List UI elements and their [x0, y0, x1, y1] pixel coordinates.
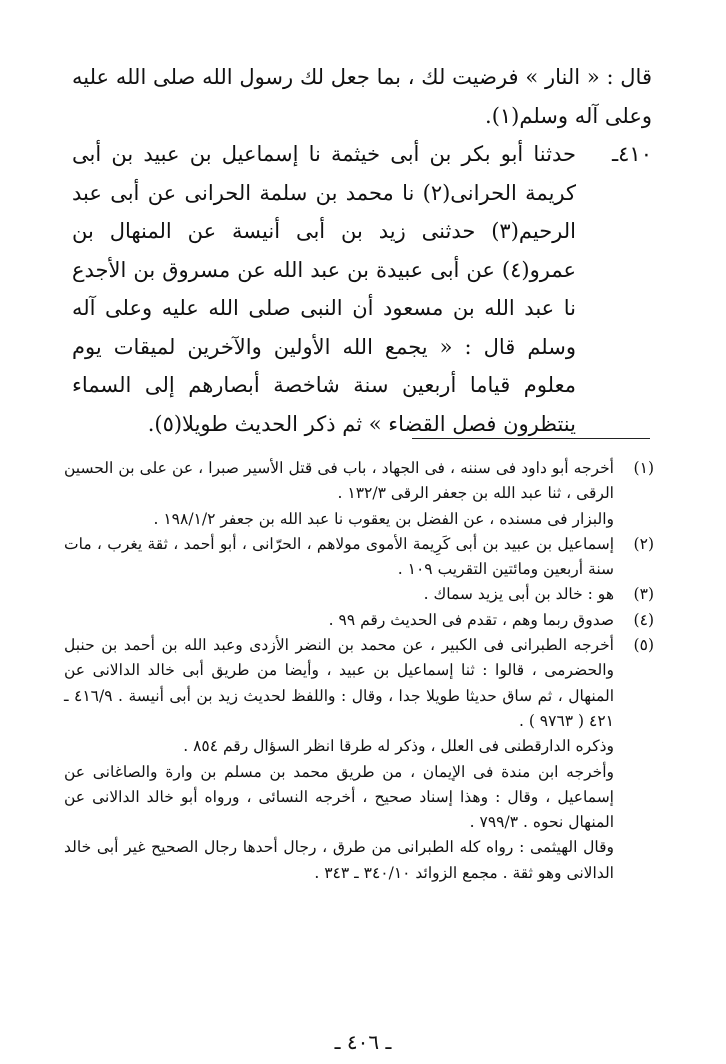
footnote-paragraph: أخرجه الطبرانى فى الكبير ، عن محمد بن النضر الأزدى وعبد الله بن أحمد بن حنبل والحضرمى ، قالوا : ثنا إسماعيل بن عبيد ، وأيضا من طريق أبى خالد الدالانى عن المنهال ، ثم ساق حديثا طويلا جدا ، وقال : واللفظ لحديث زيد بن أبى أنيسة . ٤١٦/٩ ـ ٤٢١ ( ٩٧٦٣ ) . — [64, 636, 615, 730]
footnote-number: (٥) — [633, 636, 654, 655]
hadith-410 — [72, 135, 652, 443]
footnote-paragraph: والبزار فى مسنده ، عن الفضل بن يعقوب نا عبد الله بن جعفر ١٩٨/١/٢ . — [153, 509, 614, 528]
footnote-number: (١) — [633, 459, 654, 477]
footnotes — [64, 456, 654, 886]
hadith-number: ٤١٠ـ — [612, 142, 652, 166]
footnote-number: (٤) — [633, 610, 654, 629]
footnote-2 — [64, 532, 654, 583]
footnote-body — [64, 633, 614, 886]
hadith-text: حدثنا أبو بكر بن أبى خيثمة نا إسماعيل بن عبيد بن أبى كريمة الحرانى(٢) نا محمد بن سلمة الحرانى عن أبى عبد الرحيم(٣) حدثنى زيد بن أبى أنيسة عن المنهال بن عمرو(٤) عن أبى عبيدة بن عبد الله عن مسروق بن الأجدع نا عبد الله بن مسعود أن النبى صلى الله عليه وعلى آله وسلم قال : « يجمع الله الأولين والآخرين لميقات يوم معلوم قياما أربعين سنة شاخصة أبصارهم إلى السماء ينتظرون فصل القضاء » ثم ذكر الحديث طويلا(٥). — [72, 142, 576, 436]
footnote-body — [64, 456, 614, 532]
footnote-separator — [412, 438, 650, 439]
footnote-paragraph: أخرجه أبو داود فى سننه ، فى الجهاد ، باب فى قتل الأسير صبرا ، عن على بن الحسين الرقى ، ثنا عبد الله بن جعفر الرقى ١٣٢/٣ . — [64, 459, 614, 503]
footnote-body — [64, 532, 614, 583]
footnote-body — [64, 608, 614, 633]
footnote-number: (٢) — [633, 534, 654, 553]
footnote-paragraph: إسماعيل بن عبيد بن أبى كَرِيمة الأموى مولاهم ، الحرّانى ، أبو أحمد ، ثقة يغرب ، مات سنة أربعين ومائتين التقريب ١٠٩ . — [64, 534, 614, 579]
footnote-body — [64, 582, 614, 607]
footnote-1 — [64, 456, 654, 532]
footnote-paragraph: وأخرجه ابن مندة فى الإيمان ، من طريق محمد بن مسلم بن وارة والصاغانى عن إسماعيل ، وقال : وهذا إسناد صحيح ، أخرجه النسائى ، ورواه أبو خالد الدالانى عن المنهال نحوه . ٧٩٩/٣ . — [64, 762, 614, 832]
continuation-paragraph: قال : « النار » فرضيت لك ، بما جعل لك رسول الله صلى الله عليه وعلى آله وسلم(١). — [72, 65, 652, 128]
page-number: ـ ٤٠٦ ـ — [334, 1030, 392, 1054]
footnote-5 — [64, 633, 654, 886]
main-text — [72, 58, 652, 443]
footnote-paragraph: هو : خالد بن أبى يزيد سماك . — [423, 585, 614, 604]
footnote-3 — [64, 582, 654, 607]
footnote-paragraph: صدوق ربما وهم ، تقدم فى الحديث رقم ٩٩ . — [328, 610, 614, 629]
footnote-4 — [64, 608, 654, 633]
footnote-paragraph: وذكره الدارقطنى فى العلل ، وذكر له طرقا انظر السؤال رقم ٨٥٤ . — [183, 737, 614, 756]
footnote-paragraph: وقال الهيثمى : رواه كله الطبرانى من طرق ، رجال أحدها رجال الصحيح غير أبى خالد الدالانى وهو ثقة . مجمع الزوائد ٣٤٠/١٠ ـ ٣٤٣ . — [64, 838, 614, 882]
footnote-number: (٣) — [633, 585, 654, 604]
